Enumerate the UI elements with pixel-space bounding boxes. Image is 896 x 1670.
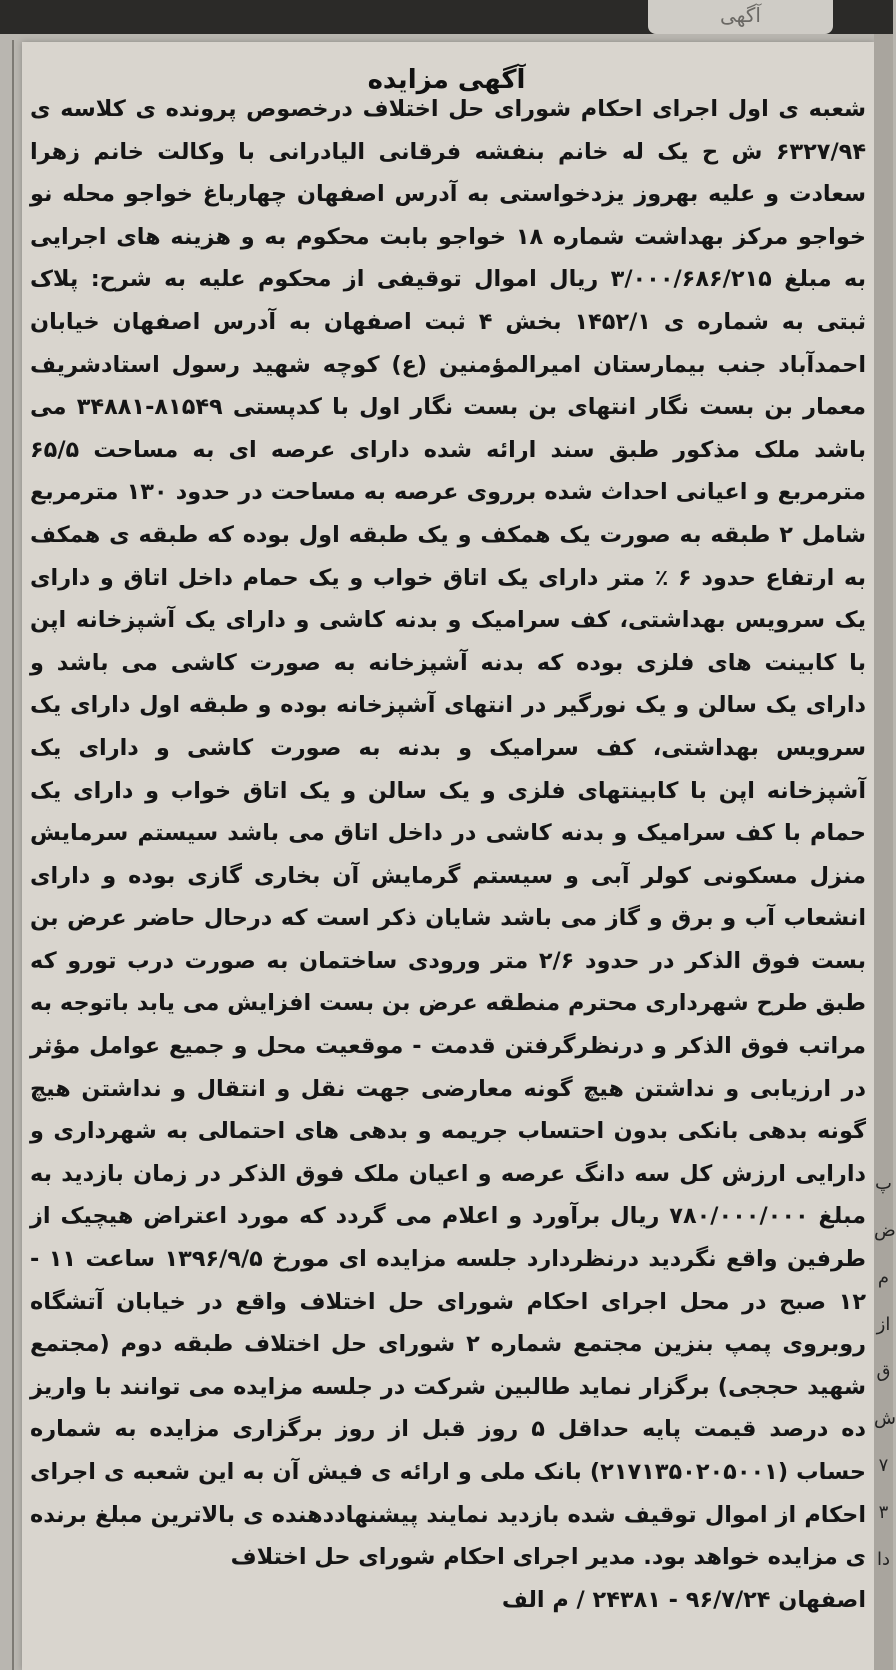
adjacent-column-fragments [874, 1160, 896, 1583]
fragment: ض [874, 1220, 896, 1241]
ad-closing-line: اصفهان ۹۶/۷/۲۴ - ۲۴۳۸۱ / م الف [501, 1586, 866, 1613]
fragment: ش [874, 1408, 896, 1429]
section-tab: آگهی [648, 0, 833, 34]
fragment: پ [875, 1173, 892, 1194]
ad-body-text: شعبه ی اول اجرای احکام شورای حل اختلاف درخصوص پرونده ی کلاسه ی ۶۳۲۷/۹۴ ش ح یک له خانم بنفشه فرقانی الیادرانی با وکالت خانم زهرا سعادت و علیه بهروز یزدخواستی به آدرس اصفهان چهارباغ خواجو محله نو خواجو مرکز بهداشت شماره ۱۸ خواجو بابت محکوم به و هزینه های اجرایی به مبلغ ۳/۰۰۰/۶۸۶/۲۱۵ ریال اموال توقیفی از محکوم علیه به شرح: پلاک ثبتی به شماره ی ۱۴۵۲/۱ بخش ۴ ثبت اصفهان به آدرس اصفهان خیابان احمدآباد جنب بیمارستان امیرالمؤمنین (ع) کوچه شهید رسول استادشریف معمار بن بست نگار انتهای بن بست نگار اول با کدپستی ۸۱۵۴۹-۳۴۸۸۱ می باشد ملک مذکور طبق سند ارائه شده دارای عرصه ای به مساحت ۶۵/۵ مترمربع و اعیانی احداث شده برروی عرصه به مساحت در حدود ۱۳۰ مترمربع شامل ۲ طبقه به صورت یک همکف و یک طبقه اول بوده که طبقه ی همکف به ارتفاع حدود ۶ ٪ متر دارای یک اتاق خواب و یک حمام داخل اتاق و دارای یک سرویس بهداشتی، کف سرامیک و بدنه کاشی و دارای یک آشپزخانه اپن با کابینت های فلزی بوده که بدنه آشپزخانه به صورت کاشی می باشد و دارای یک سالن و یک نورگیر در انتهای آشپزخانه بوده و طبقه اول دارای یک سرویس بهداشتی، کف سرامیک و بدنه به صورت کاشی و دارای یک آشپزخانه اپن با کابینتهای فلزی و یک سالن و یک اتاق خواب و دارای یک حمام با کف سرامیک و بدنه کاشی در داخل اتاق می باشد سیستم سرمایش منزل مسکونی کولر آبی و سیستم گرمایش آن بخاری گازی بوده و دارای انشعاب آب و برق و گاز می باشد شایان ذکر است که درحال حاضر عرض بن بست فوق الذکر در حدود ۲/۶ متر ورودی ساختمان به صورت درب تورو که طبق طرح شهرداری محترم منطقه عرض بن بست افزایش می یابد باتوجه به مراتب فوق الذکر و درنظرگرفتن قدمت - موقعیت محل و جمیع عوامل مؤثر در ارزیابی و نداشتن هیچ گونه معارضی جهت نقل و انتقال و نداشتن هیچ گونه بدهی بانکی بدون احتساب جریمه و بدهی های احتمالی به شهرداری و دارایی ارزش کل سه دانگ عرصه و اعیان ملک فوق الذکر در زمان بازدید به مبلغ ۷۸۰/۰۰۰/۰۰۰ ریال برآورد و اعلام می گردد که مورد اعتراض هیچیک از طرفین واقع نگردید درنظردارد جلسه مزایده ای مورخ ۱۳۹۶/۹/۵ ساعت ۱۱ - ۱۲ صبح در محل اجرای احکام شورای حل اختلاف واقع در خیابان آتشگاه روبروی پمپ بنزین مجتمع شماره ۲ شورای حل اختلاف طبقه دوم (مجتمع شهید حججی) برگزار نماید طالبین شرکت در جلسه مزایده می توانند با واریز ده درصد قیمت پایه حداقل ۵ روز قبل از روز برگزاری مزایده به شماره حساب (۲۱۷۱۳۵۰۲۰۵۰۰۱) بانک ملی و ارائه ی فیش آن به این شعبه ی اجرای احکام از اموال توقیف شده بازدید نمایند پیشنهاددهنده ی بالاترین مبلغ برنده ی مزایده خواهد بود. مدیر اجرای احکام شورای حل اختلاف [30, 96, 867, 1571]
newspaper-header-bar [0, 0, 893, 34]
fragment: از [876, 1314, 891, 1335]
fragment: ق [876, 1361, 891, 1382]
ad-title: آگهی مزایده [367, 65, 526, 96]
column-divider [12, 40, 14, 1670]
ad-body [30, 88, 866, 1621]
fragment: دا [876, 1549, 891, 1570]
fragment: ۳ [878, 1502, 889, 1523]
fragment: م [877, 1267, 890, 1288]
fragment: ۷ [878, 1455, 889, 1476]
